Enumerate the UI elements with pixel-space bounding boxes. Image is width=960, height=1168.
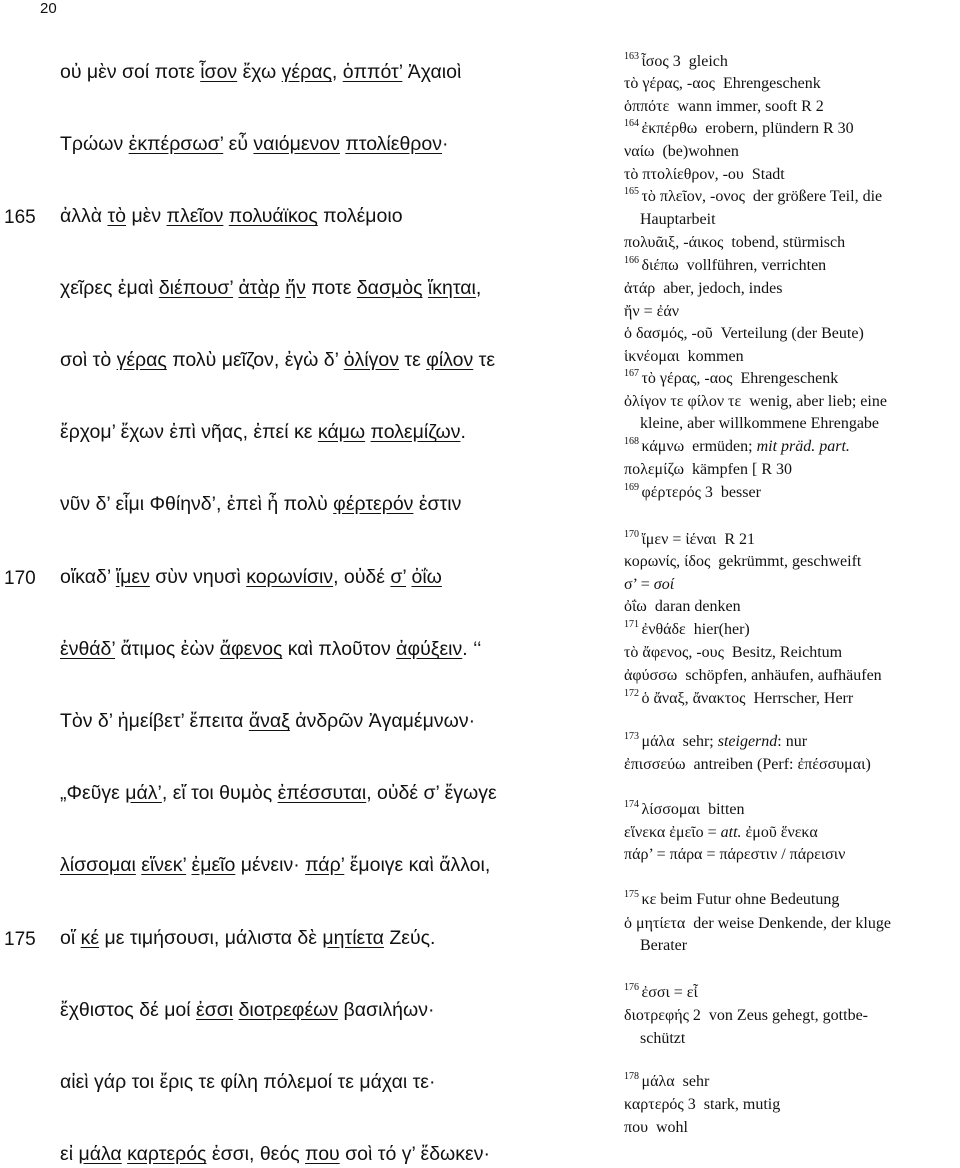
glossary-text: ναίω — [624, 143, 655, 160]
glossary-text: Berater — [640, 937, 688, 954]
glossed-word: ἐκπέρσωσ’ — [128, 133, 224, 155]
glossary-entry — [640, 210, 716, 230]
verse-line — [60, 998, 434, 1022]
glossary-entry — [624, 597, 741, 617]
glossary-text: antreiben (Perf: ἐπέσσυμαι) — [693, 756, 871, 773]
glossary-text: (be)wohnen — [662, 143, 739, 160]
glossed-word: ἐσσι — [196, 999, 234, 1021]
glossary-text: Verteilung (der Beute) — [720, 325, 864, 342]
glossed-word: ἤν — [285, 277, 306, 299]
glossary-text: εἵνεκα ἐμεῖο = — [624, 824, 721, 841]
glossary-text: besser — [720, 484, 761, 501]
verse-text: οἴκαδ’ — [60, 566, 116, 588]
glossary-entry — [624, 347, 744, 367]
glossary-text: πάρ’ = πάρα = πάρεστιν / πάρεισιν — [624, 846, 846, 863]
glossary-text: ἴμεν = ἰέναι — [641, 531, 717, 548]
glossary-entry — [624, 845, 845, 865]
verse-line — [60, 926, 435, 950]
verse-text: , οὐδέ — [333, 566, 391, 588]
glossary-entry — [624, 1072, 709, 1092]
glossary-text: sehr — [682, 1073, 710, 1090]
glossed-word: καρτερός — [127, 1143, 207, 1165]
glossary-entry — [624, 732, 807, 752]
glossary-text: kleine, aber willkommene Ehrengabe — [640, 415, 880, 432]
line-number: 170 — [4, 568, 36, 589]
glossed-word: μητίετα — [322, 927, 384, 949]
glossary-verse-ref: 174 — [624, 798, 642, 810]
glossary-entry — [624, 392, 887, 412]
glossed-word: δασμὸς — [356, 277, 423, 299]
glossed-word: ἐνθάδ’ — [60, 638, 116, 660]
glossary-entry — [624, 233, 845, 253]
glossary-entry — [624, 800, 745, 820]
glossary-text: ἐκπέρθω — [641, 120, 698, 137]
glossary-text: που — [624, 1119, 648, 1136]
glossed-word: διοτρεφέων — [238, 999, 339, 1021]
glossary-entry — [624, 914, 891, 934]
verse-text: πολέμοιο — [317, 205, 403, 227]
glossed-word: ἀτὰρ — [238, 277, 280, 299]
verse-text: . — [460, 421, 466, 443]
glossed-word: ἴμεν — [115, 566, 150, 588]
glossed-word: ὀΐω — [411, 566, 442, 588]
glossary-verse-ref: 170 — [624, 528, 642, 540]
glossary-text: διέπω — [641, 257, 679, 274]
verse-line — [60, 60, 461, 84]
glossary-entry — [640, 414, 879, 434]
glossary-entry — [624, 666, 882, 686]
verse-text: ἄτιμος ἐὼν — [115, 638, 220, 660]
glossed-word: φέρτερόν — [333, 493, 414, 515]
glossary-verse-ref: 166 — [624, 254, 642, 266]
verse-text: τε — [398, 349, 427, 371]
glossary-text: ὀΐω — [624, 598, 647, 615]
glossary-entry — [624, 437, 850, 457]
verse-line — [60, 781, 497, 805]
verse-text: ποτε — [305, 277, 357, 299]
glossary-text: kämpfen [ R 30 — [692, 461, 792, 478]
glossary-entry — [624, 324, 864, 344]
glossary-text: ὁ δασμός, -οῦ — [624, 325, 713, 342]
verse-line — [60, 420, 466, 444]
glossary-verse-ref: 175 — [624, 888, 642, 900]
verse-line — [60, 348, 495, 372]
glossary-text: Ehrengeschenk — [740, 370, 839, 387]
verse-text: μὲν — [126, 205, 167, 227]
glossed-word: πολεμίζων — [370, 421, 461, 443]
glossary-text: vollführen, verrichten — [686, 257, 827, 274]
glossary-text: schöpfen, anhäufen, aufhäufen — [685, 667, 882, 684]
glossary-text: ἶσος 3 — [641, 53, 681, 70]
verse-text: , οὐδέ σ’ ἔγωγε — [366, 782, 497, 804]
verse-text: ἀλλὰ — [60, 205, 108, 227]
glossary-italic: att. — [720, 824, 742, 841]
glossary-text: daran denken — [654, 598, 741, 615]
glossary-italic: σοί — [653, 576, 675, 593]
glossary-text: τὸ γέρας, -αος — [641, 370, 733, 387]
verse-line — [60, 1070, 436, 1094]
glossed-word: ἶσον — [200, 61, 238, 83]
glossed-word: μάλα — [78, 1143, 122, 1165]
glossary-text: sehr; — [682, 733, 718, 750]
verse-line — [60, 1142, 490, 1166]
glossary-text: ἐπισσεύω — [624, 756, 686, 773]
verse-text: σοὶ τό γ’ ἔδωκεν· — [339, 1143, 490, 1165]
glossed-word: ἄφενος — [219, 638, 283, 660]
glossary-text: τὸ γέρας, -αος — [624, 75, 715, 92]
verse-text: Ζεύς. — [383, 927, 436, 949]
verse-text: , εἴ τοι θυμὸς — [161, 782, 278, 804]
glossary-text: Stadt — [751, 166, 785, 183]
glossary-text: aber, jedoch, indes — [663, 280, 783, 297]
glossary-text: bitten — [708, 801, 745, 818]
page-number: 20 — [40, 0, 57, 17]
verse-line — [60, 709, 475, 733]
verse-text: · — [442, 133, 449, 155]
verse-text: ἐστιν — [413, 493, 462, 515]
glossary-text: stark, mutig — [703, 1096, 781, 1113]
glossary-text: ἀφύσσω — [624, 667, 678, 684]
verse-text: ἔχθιστος δέ μοί — [60, 999, 197, 1021]
glossed-word: ἐμεῖο — [191, 854, 236, 876]
glossed-word: ναιόμενον — [253, 133, 340, 155]
glossed-word: φίλον — [426, 349, 474, 371]
line-number: 175 — [4, 929, 36, 950]
verse-text: οἵ — [60, 927, 81, 949]
glossary-text: τὸ ἄφενος, -ους — [624, 644, 724, 661]
glossary-text: von Zeus gehegt, gottbe- — [708, 1007, 868, 1024]
verse-text: βασιλήων· — [338, 999, 435, 1021]
verse-line — [60, 204, 403, 228]
glossed-word: μάλ’ — [125, 782, 162, 804]
glossary-text: der größere Teil, die — [752, 188, 883, 205]
verse-line — [60, 637, 481, 661]
glossary-text: kommen — [687, 348, 744, 365]
verse-text: ἀνδρῶν Ἀγαμέμνων· — [289, 710, 476, 732]
verse-text: χεῖρες ἐμαὶ — [60, 277, 159, 299]
verse-text: τε — [473, 349, 496, 371]
glossed-word: πολυάϊκος — [228, 205, 318, 227]
glossary-verse-ref: 171 — [624, 618, 642, 630]
verse-line — [60, 565, 442, 589]
glossary-entry — [624, 483, 761, 503]
glossary-text: καρτερός 3 — [624, 1096, 696, 1113]
glossary-entry — [624, 302, 679, 322]
glossed-word: εἵνεκ’ — [141, 854, 187, 876]
glossary-text: Herrscher, Herr — [753, 690, 854, 707]
verse-text: . ‘‘ — [462, 638, 482, 660]
glossary-verse-ref: 168 — [624, 435, 642, 447]
glossary-entry — [624, 97, 824, 117]
glossary-verse-ref: 178 — [624, 1070, 642, 1082]
glossary-entry — [624, 74, 821, 94]
verse-text: ἔμοιγε καὶ ἄλλοι, — [344, 854, 491, 876]
glossary-text: ὁππότε — [624, 98, 670, 115]
glossary-text: ὁ ἄναξ, ἄνακτος — [641, 690, 746, 707]
glossed-word: λίσσομαι — [60, 854, 136, 876]
glossary-entry — [624, 1118, 688, 1138]
glossary-text: Hauptarbeit — [640, 211, 716, 228]
glossary-text: ἱκνέομαι — [624, 348, 680, 365]
glossary-text: ἀτάρ — [624, 280, 656, 297]
glossary-text: hier(her) — [693, 621, 750, 638]
glossary-entry — [640, 1029, 685, 1049]
glossed-word: γέρας — [281, 61, 332, 83]
verse-text: σὺν νηυσὶ — [149, 566, 247, 588]
glossed-word: κάμω — [317, 421, 366, 443]
glossary-verse-ref: 176 — [624, 981, 642, 993]
verse-text: „Φεῦγε — [60, 782, 126, 804]
verse-text: Ἀχαιοὶ — [402, 61, 462, 83]
glossary-text: σ’ = — [624, 576, 654, 593]
glossary-text: ἐμοῦ ἕνεκα — [741, 824, 818, 841]
glossary-entry — [624, 165, 785, 185]
glossed-word: τὸ — [107, 205, 127, 227]
glossary-entry — [640, 936, 687, 956]
glossary-text: wohl — [656, 1119, 688, 1136]
glossary-text: φέρτερός 3 — [641, 484, 713, 501]
glossary-entry — [624, 823, 818, 843]
verse-text: ἔχω — [237, 61, 282, 83]
verse-line — [60, 276, 481, 300]
verse-text: ἔρχομ’ ἔχων ἐπὶ νῆας, ἐπεί κε — [60, 421, 318, 443]
glossed-word: σ’ — [390, 566, 407, 588]
glossary-text: Ehrengeschenk — [722, 75, 821, 92]
glossary-text: ὁ μητίετα — [624, 915, 686, 932]
glossary-text: gekrümmt, geschweift — [718, 553, 862, 570]
glossary-italic: steigernd — [717, 733, 778, 750]
glossary-verse-ref: 165 — [624, 185, 642, 197]
line-number: 165 — [4, 207, 36, 228]
glossary-text: ἤν = ἐάν — [624, 303, 679, 320]
glossary-text: tobend, stürmisch — [731, 234, 846, 251]
glossary-text: erobern, plündern R 30 — [705, 120, 854, 137]
verse-text: Τὸν δ’ ἠμείβετ’ ἔπειτα — [60, 710, 249, 732]
verse-line — [60, 132, 449, 156]
glossary-entry — [624, 643, 842, 663]
verse-text: οὐ μὲν σοί ποτε — [60, 61, 201, 83]
glossary-entry — [624, 575, 674, 595]
glossary-text: schützt — [640, 1030, 686, 1047]
glossed-word: πλεῖον — [166, 205, 224, 227]
glossary-entry — [624, 620, 750, 640]
glossary-text: ermüden; — [692, 438, 757, 455]
glossed-word: ἀφύξειν — [396, 638, 463, 660]
verse-text: νῦν δ’ εἶμι Φθίηνδ’, ἐπεὶ ἦ πολὺ — [60, 493, 334, 515]
glossed-word: ἐπέσσυται — [277, 782, 367, 804]
glossary-verse-ref: 169 — [624, 481, 642, 493]
glossary-text: κε beim Futur ohne Bedeutung — [641, 891, 840, 908]
glossed-word: ἵκηται — [427, 277, 476, 299]
glossary-text: : nur — [777, 733, 808, 750]
verse-text: ἐσσι, θεός — [206, 1143, 306, 1165]
verse-text: σοὶ τὸ — [60, 349, 117, 371]
verse-line — [60, 492, 461, 516]
glossary-entry — [624, 689, 853, 709]
glossary-verse-ref: 163 — [624, 50, 642, 62]
glossary-entry — [624, 1006, 868, 1026]
glossary-text: κάμνω — [641, 438, 685, 455]
glossary-text: τὸ πτολίεθρον, -ου — [624, 166, 744, 183]
verse-text: εἰ — [60, 1143, 79, 1165]
glossary-entry — [624, 552, 861, 572]
glossary-entry — [624, 460, 792, 480]
glossed-word: ὀλίγον — [343, 349, 399, 371]
verse-text: Τρώων — [60, 133, 129, 155]
glossary-text: διοτρεφής 2 — [624, 1007, 701, 1024]
glossary-entry — [624, 52, 728, 72]
glossary-text: πολυᾶιξ, -άικος — [624, 234, 724, 251]
glossary-entry — [624, 530, 755, 550]
glossary-entry — [624, 1095, 780, 1115]
glossary-column — [600, 0, 960, 1168]
glossary-italic: mit präd. part. — [756, 438, 850, 455]
glossary-verse-ref: 172 — [624, 687, 642, 699]
glossed-word: κέ — [80, 927, 100, 949]
glossary-verse-ref: 167 — [624, 367, 642, 379]
glossed-word: κορωνίσιν — [246, 566, 334, 588]
verse-text: εὖ — [223, 133, 254, 155]
glossary-text: κορωνίς, ίδος — [624, 553, 711, 570]
glossary-text: μάλα — [641, 1073, 675, 1090]
glossary-text: ὀλίγον τε φίλον τε — [624, 393, 742, 410]
glossed-word: γέρας — [116, 349, 167, 371]
glossary-entry — [624, 119, 854, 139]
glossary-entry — [624, 890, 839, 910]
glossed-word: πτολίεθρον — [345, 133, 442, 155]
glossary-text: wenig, aber lieb; eine — [749, 393, 887, 410]
glossary-entry — [624, 256, 826, 276]
glossary-text: R 21 — [724, 531, 755, 548]
glossary-text: ἐσσι = εἶ — [641, 984, 698, 1001]
glossary-text: ἐνθάδε — [641, 621, 686, 638]
glossed-word: που — [305, 1143, 340, 1165]
glossary-text: λίσσομαι — [641, 801, 701, 818]
glossed-word: ὁππότ’ — [342, 61, 403, 83]
verse-line — [60, 853, 490, 877]
verse-text: , — [475, 277, 482, 299]
glossary-entry — [624, 187, 882, 207]
glossary-entry — [624, 983, 698, 1003]
glossary-text: gleich — [688, 53, 728, 70]
glossary-text: πολεμίζω — [624, 461, 685, 478]
glossary-text: τὸ πλεῖον, -ονος — [641, 188, 745, 205]
verse-text: μένειν· — [235, 854, 306, 876]
glossed-word: πάρ’ — [305, 854, 345, 876]
verse-text: αἰεὶ γάρ τοι ἔρις τε φίλη πόλεμοί τε μάχαι τε· — [60, 1071, 436, 1093]
glossed-word: διέπουσ’ — [158, 277, 234, 299]
glossed-word: ἄναξ — [248, 710, 290, 732]
glossary-entry — [624, 755, 871, 775]
glossary-verse-ref: 164 — [624, 117, 642, 129]
glossary-text: wann immer, sooft R 2 — [677, 98, 824, 115]
verse-text: με τιμήσουσι, μάλιστα δὲ — [99, 927, 323, 949]
glossary-entry — [624, 279, 783, 299]
verse-text: καὶ πλοῦτον — [282, 638, 397, 660]
glossary-text: Besitz, Reichtum — [731, 644, 843, 661]
verse-text: πολὺ μεῖζον, ἐγὼ δ’ — [166, 349, 344, 371]
glossary-entry — [624, 142, 739, 162]
glossary-text: der weise Denkende, der kluge — [693, 915, 891, 932]
glossary-verse-ref: 173 — [624, 730, 642, 742]
glossary-entry — [624, 369, 838, 389]
glossary-text: μάλα — [641, 733, 675, 750]
verse-text: , — [331, 61, 343, 83]
